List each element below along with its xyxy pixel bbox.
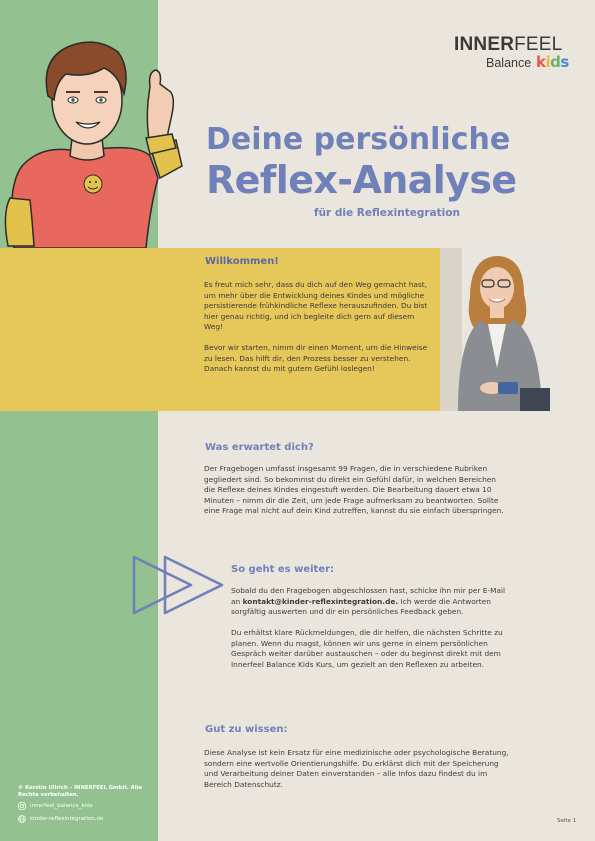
welcome-heading: Willkommen! — [205, 256, 279, 267]
footer-website-url: kinder-reflexintegration.de — [30, 816, 104, 822]
brand-logo-kids — [536, 53, 569, 71]
kids-letter: i — [545, 53, 551, 71]
kids-letter: d — [550, 53, 561, 71]
globe-icon — [18, 815, 26, 823]
footer-instagram-handle: innerfeel_balance_kids — [30, 803, 93, 809]
instagram-icon — [18, 802, 26, 810]
contact-email[interactable]: kontakt@kinder-reflexintegration.de. — [242, 596, 399, 606]
page-number: Seite 1 — [557, 818, 577, 824]
expect-paragraph-1: Der Fragebogen umfasst insgesamt 99 Fragen, die in verschiedene Rubriken gegliedert sind. So bekommst du direkt ein Gefühl dafür, in welchen Bereichen die Reflexe deines Kindes eingestuft werden. Die Bearbeitung dauert etwa 10 Minuten – nimm dir die Zeit, um jede Frage aufmerksam zu beantworten. Sollte eine Frage mal nicht auf dein Kind zutreffen, kannst du sie einfach überspringen. — [204, 464, 504, 515]
boy-illustration — [0, 38, 190, 248]
next-paragraph-1: Sobald du den Fragebogen abgeschlossen hast, schicke ihn mir per E-Mail an kontakt@kinder-reflexintegration.de. Ich werde die Antworten sorgfältig auswerten und dir ein persönliches Feedback geben. — [231, 586, 506, 616]
next-text — [231, 586, 511, 681]
woman-photo — [440, 248, 559, 411]
page-subtitle: für die Reflexintegration — [314, 207, 460, 219]
footer-copyright: © Kerstin Ullrich – INNERFEEL GmbH. Alle Rechte vorbehalten. — [18, 785, 142, 798]
know-heading: Gut zu wissen: — [205, 724, 288, 735]
expect-text — [204, 464, 509, 527]
next-heading: So geht es weiter: — [231, 564, 335, 575]
next-paragraph-2: Du erhältst klare Rückmeldungen, die dir helfen, die nächsten Schritte zu planen. Wenn du magst, können wir uns gerne in einem persönlichen Gespräch weiter darüber austauschen – oder du beginnst direkt mit dem Innerfeel Balance Kids Kurs, um gezielt an den Reflexen zu arbeiten. — [231, 628, 503, 669]
page-title-line1: Deine persönliche — [206, 122, 511, 157]
kids-letter: s — [560, 53, 569, 71]
page-title-line2: Reflex-Analyse — [206, 158, 517, 202]
brand-logo-sub: Balance — [486, 56, 532, 70]
expect-heading: Was erwartet dich? — [205, 442, 314, 453]
double-arrow-icon — [131, 552, 226, 618]
brand-logo: INNERFEEL — [454, 34, 563, 55]
welcome-paragraph-2: Bevor wir starten, nimm dir einen Moment, um die Hinweise zu lesen. Das hilft dir, den Prozess besser zu verstehen. Danach kannst du mit gutem Gefühl loslegen! — [204, 343, 428, 373]
footer-instagram[interactable] — [18, 802, 93, 810]
know-paragraph-1: Diese Analyse ist kein Ersatz für eine medizinische oder psychologische Beratung, sondern eine wertvolle Orientierungshilfe. Du erklärst dich mit der Speicherung und Verarbeitung deiner Daten einverstanden – alle Infos dazu findest du im Bereich Datenschutz. — [204, 748, 509, 789]
kids-letter: k — [536, 53, 546, 71]
footer-website[interactable] — [18, 815, 103, 823]
welcome-text — [204, 280, 432, 385]
welcome-paragraph-1: Es freut mich sehr, dass du dich auf den Weg gemacht hast, um mehr über die Entwicklung deines Kindes und mögliche persistierende frühkindliche Reflexe herauszufinden. Du bist hier genau richtig, und ich begleite dich gern auf diesem Weg! — [204, 280, 428, 331]
know-text — [204, 748, 509, 801]
